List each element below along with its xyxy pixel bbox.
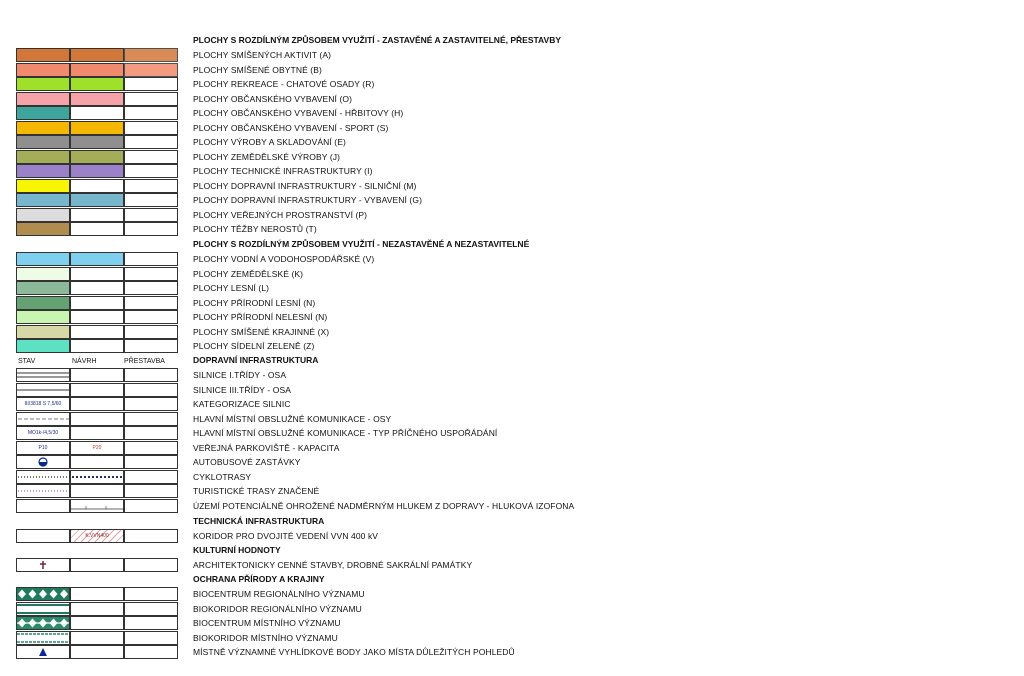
cell-prestavba (124, 77, 178, 91)
legend-row-built (16, 77, 1016, 91)
cell-navrh (70, 121, 124, 135)
road-type-text: MO1k-/4,5/30 (27, 430, 59, 436)
legend-label: ARCHITEKTONICKY CENNÉ STAVBY, DROBNÉ SAKRÁLNÍ PAMÁTKY (193, 560, 473, 570)
legend-label: PLOCHY SÍDELNÍ ZELENĚ (Z) (193, 341, 315, 351)
cell-stav (16, 310, 70, 324)
cell-navrh (70, 587, 124, 601)
legend-row-nature (16, 616, 1016, 630)
cell-navrh (70, 193, 124, 207)
cell-stav (16, 558, 70, 572)
legend-row-transport (16, 441, 1016, 455)
legend-row-transport (16, 484, 1016, 498)
legend-row-built (16, 106, 1016, 120)
legend-label: KORIDOR PRO DVOJITÉ VEDENÍ VVN 400 kV (193, 531, 379, 541)
legend-label: PLOCHY PŘÍRODNÍ NELESNÍ (N) (193, 312, 328, 322)
legend-row-transport (16, 412, 1016, 426)
local-biocorridor-symbol (17, 632, 69, 644)
legend-label: PLOCHY ZEMĚDĚLSKÉ (K) (193, 268, 304, 279)
legend-row-cultural (16, 558, 1016, 572)
legend-row-transport (16, 383, 1016, 397)
cell-prestavba (124, 48, 178, 62)
legend-label: BIOKORIDOR REGIONÁLNÍHO VÝZNAMU (193, 603, 362, 614)
parking-capacity-proposed-text: P20 (92, 444, 102, 451)
cell-stav (16, 602, 70, 616)
cell-stav (16, 616, 70, 630)
legend-row-unbuilt (16, 325, 1016, 339)
cell-navrh (70, 48, 124, 62)
legend-row-built (16, 48, 1016, 62)
legend-row-unbuilt (16, 310, 1016, 324)
cell-prestavba (124, 368, 178, 382)
road-class-1-symbol (17, 369, 69, 381)
cell-prestavba (124, 92, 178, 106)
cell-stav (16, 106, 70, 120)
legend-label: VEŘEJNÁ PARKOVIŠTĚ - KAPACITA (193, 442, 340, 453)
cell-stav (16, 77, 70, 91)
cell-prestavba (124, 135, 178, 149)
cross-icon (17, 559, 69, 571)
cell-prestavba (124, 441, 178, 455)
legend-row-unbuilt (16, 281, 1016, 295)
legend-label: BIOKORIDOR MÍSTNÍHO VÝZNAMU (193, 632, 338, 643)
legend-row-built (16, 164, 1016, 178)
cell-navrh (70, 208, 124, 222)
legend-row-unbuilt (16, 296, 1016, 310)
cell-navrh (70, 645, 124, 659)
cell-prestavba (124, 281, 178, 295)
legend-row-built (16, 63, 1016, 77)
legend-row-built (16, 135, 1016, 149)
cell-navrh (70, 339, 124, 353)
cell-prestavba (124, 587, 178, 601)
cell-navrh (70, 77, 124, 91)
cell-stav (16, 499, 70, 513)
heading-unbuilt-areas: PLOCHY S ROZDÍLNÝM ZPŮSOBEM VYUŽITÍ - NEZASTAVĚNÉ A NEZASTAVITELNÉ (193, 239, 530, 249)
cell-prestavba (124, 296, 178, 310)
legend-row-unbuilt (16, 339, 1016, 353)
heading-nature: OCHRANA PŘÍRODY A KRAJINY (193, 574, 325, 584)
cell-prestavba (124, 602, 178, 616)
legend-label: PLOCHY VÝROBY A SKLADOVÁNÍ (E) (193, 137, 346, 147)
road-category-text: III/3818 S 7,5/60 (24, 401, 62, 407)
cell-navrh (70, 484, 124, 498)
legend-label: PLOCHY OBČANSKÉHO VYBAVENÍ - HŘBITOVY (H) (193, 108, 404, 118)
cell-stav (16, 412, 70, 426)
cell-prestavba (124, 325, 178, 339)
legend-row-built (16, 208, 1016, 222)
cell-stav (16, 470, 70, 484)
cell-stav (16, 121, 70, 135)
cell-stav (16, 484, 70, 498)
cell-navrh (70, 383, 124, 397)
cell-stav (16, 325, 70, 339)
legend-row-transport (16, 368, 1016, 382)
legend-label: PLOCHY OBČANSKÉHO VYBAVENÍ (O) (193, 93, 353, 104)
cell-stav (16, 281, 70, 295)
legend-row-built (16, 179, 1016, 193)
legend-label: PLOCHY SMÍŠENÉ OBYTNÉ (B) (193, 64, 322, 75)
cell-prestavba (124, 412, 178, 426)
power-corridor-text: K.VVN400 (85, 533, 109, 539)
cell-prestavba (124, 310, 178, 324)
heading-built-areas: PLOCHY S ROZDÍLNÝM ZPŮSOBEM VYUŽITÍ - ZASTAVĚNÉ A ZASTAVITELNÉ, PŘESTAVBY (193, 35, 562, 45)
cell-navrh (70, 470, 124, 484)
cell-navrh (70, 92, 124, 106)
legend-row-nature (16, 645, 1016, 659)
cycle-route-proposed-symbol (71, 471, 123, 483)
legend-row-built (16, 121, 1016, 135)
legend-row-unbuilt (16, 267, 1016, 281)
cell-navrh (70, 529, 124, 543)
cell-prestavba (124, 470, 178, 484)
heading-transport: DOPRAVNÍ INFRASTRUKTURA (193, 355, 319, 365)
legend-label: PLOCHY VODNÍ A VODOHOSPODÁŘSKÉ (V) (193, 254, 375, 264)
cell-prestavba (124, 383, 178, 397)
legend-row-nature (16, 587, 1016, 601)
parking-capacity-text: P10 (38, 444, 48, 451)
legend-row-built (16, 150, 1016, 164)
cell-prestavba (124, 150, 178, 164)
cell-stav (16, 368, 70, 382)
legend-label: SILNICE III.TŘÍDY - OSA (193, 384, 292, 395)
cell-prestavba (124, 252, 178, 266)
regional-biocorridor-symbol (17, 603, 69, 615)
regional-biocenter-symbol (17, 588, 69, 600)
cell-navrh (70, 150, 124, 164)
cell-navrh (70, 296, 124, 310)
cell-navrh (70, 426, 124, 440)
heading-technical: TECHNICKÁ INFRASTRUKTURA (193, 516, 325, 526)
cell-stav (16, 48, 70, 62)
cell-prestavba (124, 106, 178, 120)
cell-stav (16, 455, 70, 469)
cell-stav (16, 296, 70, 310)
legend-label: HLAVNÍ MÍSTNÍ OBSLUŽNÉ KOMUNIKACE - TYP PŘÍČNÉHO USPOŘÁDÁNÍ (193, 428, 498, 438)
cell-stav (16, 63, 70, 77)
cell-navrh (70, 63, 124, 77)
cell-stav (16, 383, 70, 397)
viewpoint-triangle-icon (17, 646, 69, 658)
cell-stav (16, 441, 70, 455)
legend-label: SILNICE I.TŘÍDY - OSA (193, 370, 287, 380)
cell-navrh (70, 281, 124, 295)
cell-prestavba (124, 426, 178, 440)
legend-label: ÚZEMÍ POTENCIÁLNĚ OHROŽENÉ NADMĚRNÝM HLUKEM Z DOPRAVY - HLUKOVÁ IZOFONA (193, 500, 575, 511)
legend-label: PLOCHY OBČANSKÉHO VYBAVENÍ - SPORT (S) (193, 122, 389, 133)
cell-navrh (70, 412, 124, 426)
cell-prestavba (124, 484, 178, 498)
cell-prestavba (124, 529, 178, 543)
cell-navrh (70, 499, 124, 513)
cell-navrh (70, 164, 124, 178)
legend-label: CYKLOTRASY (193, 471, 252, 482)
legend-label: AUTOBUSOVÉ ZASTÁVKY (193, 457, 301, 467)
cell-prestavba (124, 63, 178, 77)
legend-label: PLOCHY SMÍŠENÉ KRAJINNÉ (X) (193, 326, 330, 337)
cell-prestavba (124, 558, 178, 572)
cell-stav (16, 631, 70, 645)
legend-label: PLOCHY DOPRAVNÍ INFRASTRUKTURY - VYBAVENÍ (G) (193, 195, 423, 205)
legend-row-unbuilt (16, 252, 1016, 266)
cell-navrh (70, 397, 124, 411)
cell-prestavba (124, 499, 178, 513)
legend-row-built (16, 193, 1016, 207)
cell-stav (16, 397, 70, 411)
cell-navrh (70, 368, 124, 382)
cell-prestavba (124, 193, 178, 207)
cell-stav (16, 164, 70, 178)
cell-navrh (70, 325, 124, 339)
cell-stav (16, 150, 70, 164)
cell-stav (16, 267, 70, 281)
legend-row-transport (16, 499, 1016, 513)
cell-stav (16, 587, 70, 601)
cell-stav (16, 92, 70, 106)
tourist-trail-symbol (17, 485, 69, 497)
cell-prestavba (124, 222, 178, 236)
column-header-stav: STAV (18, 358, 36, 365)
legend-row-transport (16, 455, 1016, 469)
cell-stav (16, 193, 70, 207)
cell-prestavba (124, 267, 178, 281)
legend-label: KATEGORIZACE SILNIC (193, 399, 291, 409)
legend-row-transport (16, 397, 1016, 411)
legend-label: MÍSTNĚ VÝZNAMNÉ VYHLÍDKOVÉ BODY JAKO MÍSTA DŮLEŽITÝCH POHLEDŮ (193, 647, 515, 657)
column-header-navrh: NÁVRH (72, 358, 97, 365)
legend-label: TURISTICKÉ TRASY ZNAČENÉ (193, 486, 320, 496)
cell-navrh (70, 310, 124, 324)
legend-label: BIOCENTRUM REGIONÁLNÍHO VÝZNAMU (193, 589, 365, 599)
legend-row-transport (16, 470, 1016, 484)
cell-prestavba (124, 397, 178, 411)
cell-prestavba (124, 179, 178, 193)
legend-row-nature (16, 602, 1016, 616)
cell-stav (16, 222, 70, 236)
cell-prestavba (124, 208, 178, 222)
cell-prestavba (124, 121, 178, 135)
cell-stav (16, 135, 70, 149)
cell-prestavba (124, 631, 178, 645)
legend-label: PLOCHY TĚŽBY NEROSTŮ (T) (193, 224, 317, 234)
legend-row-built (16, 92, 1016, 106)
cell-navrh (70, 267, 124, 281)
cell-navrh (70, 616, 124, 630)
legend-row-nature (16, 631, 1016, 645)
local-biocenter-symbol (17, 617, 69, 629)
legend-label: PLOCHY DOPRAVNÍ INFRASTRUKTURY - SILNIČNÍ (M) (193, 180, 417, 191)
cell-navrh (70, 252, 124, 266)
cell-navrh (70, 135, 124, 149)
cell-stav (16, 426, 70, 440)
cell-navrh (70, 179, 124, 193)
cell-navrh (70, 558, 124, 572)
noise-isophone-symbol (71, 500, 123, 512)
cycle-route-symbol (17, 471, 69, 483)
cell-navrh (70, 106, 124, 120)
cell-stav (16, 339, 70, 353)
cell-prestavba (124, 455, 178, 469)
road-class-3-symbol (17, 384, 69, 396)
legend-row-technical (16, 529, 1016, 543)
legend-label: PLOCHY PŘÍRODNÍ LESNÍ (N) (193, 297, 316, 308)
legend-label: PLOCHY REKREACE - CHATOVÉ OSADY (R) (193, 79, 375, 89)
cell-navrh (70, 631, 124, 645)
cell-prestavba (124, 645, 178, 659)
cell-prestavba (124, 164, 178, 178)
cell-navrh (70, 441, 124, 455)
legend-row-built (16, 222, 1016, 236)
cell-prestavba (124, 616, 178, 630)
column-header-prestavba: PŘESTAVBA (124, 358, 165, 365)
legend-label: BIOCENTRUM MÍSTNÍHO VÝZNAMU (193, 618, 341, 628)
cell-prestavba (124, 339, 178, 353)
legend-label: PLOCHY SMÍŠENÝCH AKTIVIT (A) (193, 50, 332, 60)
cell-navrh (70, 222, 124, 236)
legend-label: PLOCHY TECHNICKÉ INFRASTRUKTURY (I) (193, 166, 373, 176)
legend-row-transport (16, 426, 1016, 440)
legend-label: PLOCHY LESNÍ (L) (193, 283, 270, 293)
cell-stav (16, 208, 70, 222)
local-road-axis-symbol (17, 413, 69, 425)
cell-stav (16, 179, 70, 193)
cell-stav (16, 529, 70, 543)
heading-cultural: KULTURNÍ HODNOTY (193, 545, 281, 555)
cell-stav (16, 252, 70, 266)
legend-label: HLAVNÍ MÍSTNÍ OBSLUŽNÉ KOMUNIKACE - OSY (193, 413, 392, 424)
cell-navrh (70, 602, 124, 616)
bus-stop-icon (17, 456, 69, 468)
legend-label: PLOCHY VEŘEJNÝCH PROSTRANSTVÍ (P) (193, 209, 368, 220)
cell-stav (16, 645, 70, 659)
cell-navrh (70, 455, 124, 469)
legend-label: PLOCHY ZEMĚDĚLSKÉ VÝROBY (J) (193, 151, 341, 162)
